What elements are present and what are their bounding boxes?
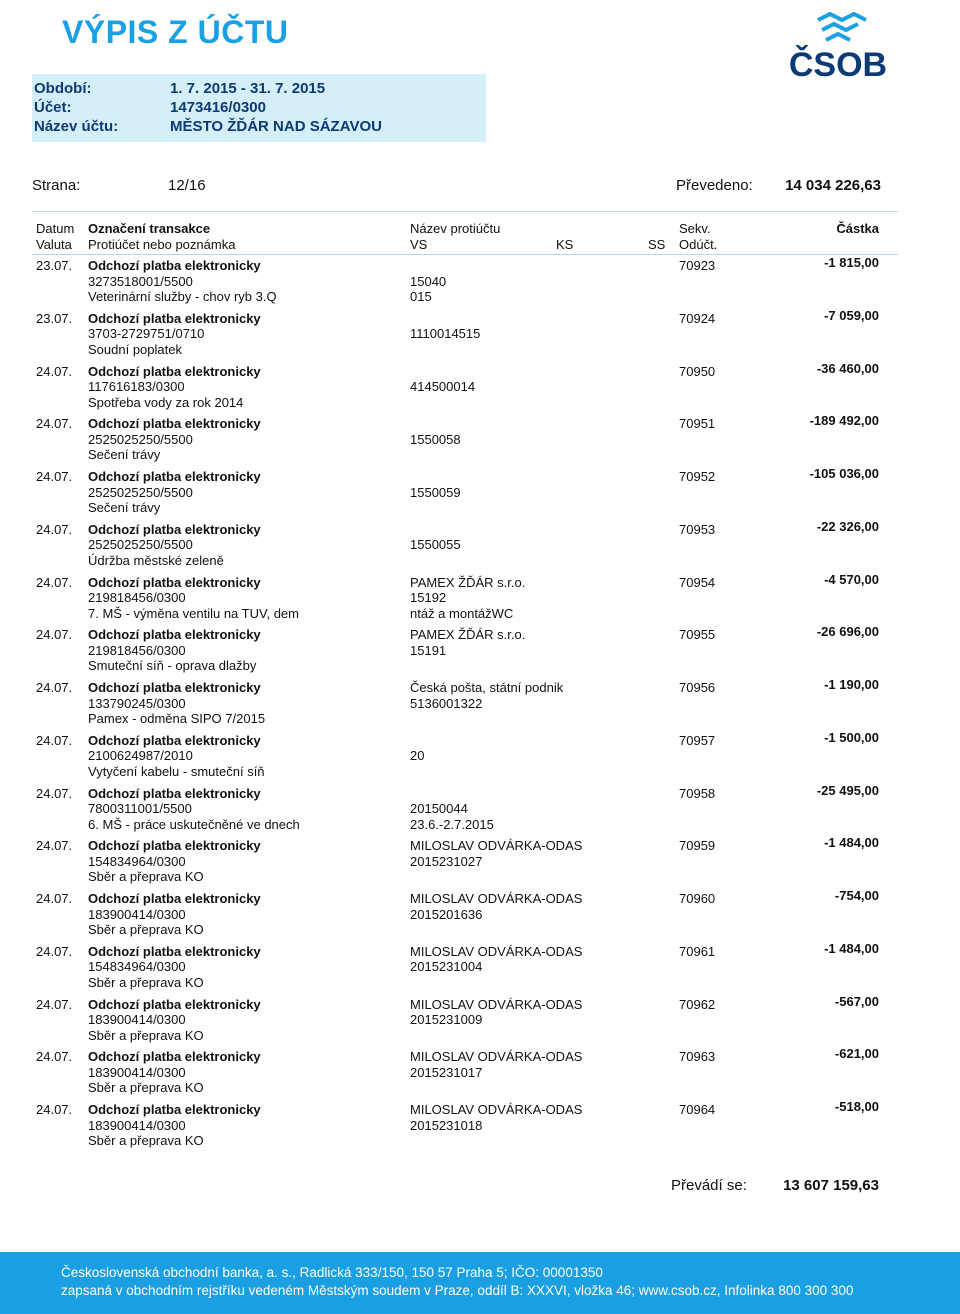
footer-line-2: zapsaná v obchodním rejstříku vedeném Městským soudem v Praze, oddíl B: XXXVI, vložka 46; www.csob.cz, Infolinka 800 300 300 [61, 1283, 854, 1298]
transaction-row [0, 940, 960, 996]
transferred-out-label: Převádí se: [671, 1177, 747, 1194]
tx-amount: -105 036,00 [809, 466, 879, 481]
tx-symbol: 15040 [410, 273, 447, 289]
tx-symbol: 2015231027 [410, 853, 483, 869]
tx-account: 183900414/0300 [88, 1012, 186, 1027]
tx-note: Sběr a přeprava KO [88, 922, 204, 937]
tx-amount: -22 326,00 [816, 518, 879, 534]
tx-symbol: 2015231018 [410, 1117, 483, 1133]
tx-sequence: 70961 [679, 943, 716, 959]
transaction-row [0, 677, 960, 732]
tx-account: 3703-2729751/0710 [88, 326, 205, 342]
info-value: MĚSTO ŽĎÁR NAD SÁZAVOU [170, 118, 382, 135]
tx-type: Odchozí platba elektronicky [88, 996, 261, 1012]
info-label: Název účtu: [34, 118, 119, 135]
tx-date: 23.07. [36, 310, 73, 326]
tx-sequence: 70955 [679, 627, 716, 643]
col-header-sekv: Sekv. [679, 221, 711, 236]
tx-date: 24.07. [36, 574, 73, 590]
tx-symbol: 15192 [410, 590, 447, 605]
tx-counterparty-name: PAMEX ŽĎÁR s.r.o. [410, 574, 526, 590]
csob-wave-logo-icon [788, 8, 888, 84]
tx-counterparty-name: Česká pošta, státní podnik [410, 680, 564, 695]
transaction-row [0, 518, 960, 574]
tx-sequence: 70962 [679, 996, 716, 1012]
tx-account: 3273518001/5500 [88, 273, 193, 289]
col-header-oznaceni: Označení transakce [88, 221, 211, 236]
tx-note: Sběr a přeprava KO [88, 1133, 204, 1148]
tx-note: Veterinární služby - chov ryb 3.Q [88, 289, 277, 304]
tx-account: 219818456/0300 [88, 590, 186, 605]
tx-type: Odchozí platba elektronicky [88, 943, 261, 959]
tx-account: 154834964/0300 [88, 959, 186, 975]
info-value: 1473416/0300 [170, 99, 266, 116]
transaction-row [0, 1099, 960, 1154]
tx-note: Sečení trávy [88, 500, 161, 515]
tx-counterparty-name: MILOSLAV ODVÁRKA-ODAS [410, 891, 583, 906]
tx-sequence: 70963 [679, 1049, 716, 1065]
tx-counterparty-name: MILOSLAV ODVÁRKA-ODAS [410, 943, 583, 959]
tx-account: 183900414/0300 [88, 906, 186, 922]
tx-date: 24.07. [36, 943, 73, 959]
tx-amount: -36 460,00 [816, 360, 879, 376]
tx-account: 2525025250/5500 [88, 431, 193, 447]
tx-symbol: 2015201636 [410, 906, 483, 922]
transferred-in-value: 14 034 226,63 [785, 177, 881, 194]
tx-type: Odchozí platba elektronicky [88, 310, 261, 326]
tx-type: Odchozí platba elektronicky [88, 732, 261, 748]
transaction-row [0, 888, 960, 943]
transaction-row [0, 993, 960, 1049]
svg-text:ČSOB: ČSOB [788, 46, 888, 84]
tx-date: 24.07. [36, 627, 73, 643]
tx-amount: -1 484,00 [824, 940, 879, 956]
tx-counterparty-name: MILOSLAV ODVÁRKA-ODAS [410, 996, 583, 1012]
bank-footer [0, 1252, 960, 1314]
tx-note: Sběr a přeprava KO [88, 1027, 204, 1043]
tx-date: 24.07. [36, 1102, 73, 1117]
col-header-datum: Datum [36, 221, 75, 236]
page-number: 12/16 [168, 177, 206, 194]
tx-date: 24.07. [36, 416, 73, 432]
tx-account: 219818456/0300 [88, 642, 186, 658]
tx-counterparty-name: MILOSLAV ODVÁRKA-ODAS [410, 1102, 583, 1117]
tx-symbol: 1550058 [410, 431, 461, 447]
tx-counterparty-name: MILOSLAV ODVÁRKA-ODAS [410, 838, 583, 854]
tx-note: Pamex - odměna SIPO 7/2015 [88, 711, 266, 726]
tx-symbol: 20150044 [410, 801, 468, 816]
transaction-row [0, 255, 960, 310]
tx-note: Sečení trávy [88, 447, 161, 463]
tx-account: 183900414/0300 [88, 1064, 186, 1080]
tx-symbol-2: 015 [410, 289, 432, 304]
tx-amount: -1 500,00 [824, 729, 879, 745]
tx-type: Odchozí platba elektronicky [88, 785, 261, 801]
tx-type: Odchozí platba elektronicky [88, 258, 261, 273]
tx-date: 24.07. [36, 1049, 73, 1065]
tx-type: Odchozí platba elektronicky [88, 416, 261, 432]
tx-sequence: 70964 [679, 1102, 716, 1117]
tx-amount: -1 815,00 [824, 255, 879, 270]
tx-note: 7. MŠ - výměna ventilu na TUV, dem [88, 605, 299, 621]
tx-symbol: 5136001322 [410, 695, 483, 711]
tx-sequence: 70953 [679, 521, 716, 537]
divider [32, 211, 898, 212]
tx-note: Údržba městské zeleně [88, 552, 224, 568]
tx-sequence: 70960 [679, 891, 716, 906]
tx-account: 117616183/0300 [88, 379, 185, 394]
tx-date: 24.07. [36, 732, 73, 748]
tx-type: Odchozí platba elektronicky [88, 1049, 261, 1065]
tx-account: 2525025250/5500 [88, 484, 193, 500]
tx-date: 24.07. [36, 785, 73, 801]
transaction-row [0, 413, 960, 468]
tx-account: 7800311001/5500 [88, 801, 192, 816]
tx-symbol: 15191 [410, 642, 447, 658]
tx-sequence: 70959 [679, 838, 716, 854]
tx-amount: -621,00 [834, 1046, 879, 1062]
tx-sequence: 70950 [679, 363, 716, 379]
tx-type: Odchozí platba elektronicky [88, 521, 261, 537]
tx-date: 24.07. [36, 363, 73, 379]
transaction-row [0, 624, 960, 679]
info-value: 1. 7. 2015 - 31. 7. 2015 [170, 80, 326, 97]
tx-symbol: 1550059 [410, 484, 461, 500]
col-header-valuta: Valuta [36, 237, 72, 252]
csob-logo [788, 8, 888, 84]
tx-amount: -1 190,00 [824, 677, 879, 692]
transaction-row [0, 835, 960, 890]
tx-note: Sběr a přeprava KO [88, 1080, 204, 1096]
tx-note: Spotřeba vody za rok 2014 [88, 394, 244, 410]
transaction-row [0, 466, 960, 521]
tx-account: 133790245/0300 [88, 695, 186, 711]
transaction-row [0, 307, 960, 363]
col-header-vs: VS [410, 237, 428, 252]
tx-sequence: 70923 [679, 258, 716, 273]
info-label: Období: [34, 80, 92, 97]
tx-amount: -518,00 [834, 1099, 879, 1114]
tx-date: 24.07. [36, 469, 73, 484]
tx-type: Odchozí platba elektronicky [88, 363, 261, 379]
document-title: VÝPIS Z ÚČTU [62, 14, 289, 50]
tx-sequence: 70924 [679, 310, 716, 326]
col-header-ss: SS [648, 237, 666, 252]
col-header-ks: KS [556, 237, 574, 252]
col-header-protiucet: Protiúčet nebo poznámka [88, 237, 236, 252]
tx-sequence: 70956 [679, 680, 716, 695]
tx-symbol: 2015231004 [410, 959, 483, 975]
tx-amount: -4 570,00 [824, 571, 879, 587]
tx-account: 154834964/0300 [88, 853, 186, 869]
divider [32, 254, 898, 255]
tx-type: Odchozí platba elektronicky [88, 574, 261, 590]
tx-note: Sběr a přeprava KO [88, 974, 204, 990]
tx-type: Odchozí platba elektronicky [88, 680, 261, 695]
tx-symbol: 2015231009 [410, 1012, 483, 1027]
tx-type: Odchozí platba elektronicky [88, 469, 261, 484]
tx-date: 23.07. [36, 258, 73, 273]
tx-counterparty-name: PAMEX ŽĎÁR s.r.o. [410, 627, 526, 643]
tx-note: Smuteční síň - oprava dlažby [88, 658, 257, 674]
transaction-row [0, 1046, 960, 1101]
tx-symbol: 20 [410, 748, 425, 764]
transaction-row [0, 571, 960, 627]
tx-symbol-2: 23.6.-2.7.2015 [410, 816, 494, 832]
tx-amount: -189 492,00 [809, 413, 879, 429]
tx-symbol-2: ntáž a montážWC [410, 605, 514, 621]
tx-note: Sběr a přeprava KO [88, 869, 204, 885]
tx-sequence: 70954 [679, 574, 716, 590]
tx-symbol: 2015231017 [410, 1064, 483, 1080]
tx-account: 2525025250/5500 [88, 537, 193, 553]
tx-type: Odchozí platba elektronicky [88, 1102, 261, 1117]
tx-note: Soudní poplatek [88, 341, 182, 357]
tx-sequence: 70957 [679, 732, 716, 748]
tx-amount: -1 484,00 [824, 835, 879, 851]
tx-type: Odchozí platba elektronicky [88, 627, 261, 643]
tx-amount: -7 059,00 [824, 307, 879, 323]
tx-sequence: 70951 [679, 416, 716, 432]
tx-account: 2100624987/2010 [88, 748, 193, 764]
col-header-nazev: Název protiúčtu [410, 221, 501, 236]
footer-line-1: Československá obchodní banka, a. s., Radlická 333/150, 150 57 Praha 5; IČO: 00001350 [61, 1265, 603, 1280]
transferred-out-value: 13 607 159,63 [783, 1177, 879, 1194]
tx-date: 24.07. [36, 680, 73, 695]
transaction-row [0, 360, 960, 416]
tx-symbol: 1550055 [410, 537, 461, 553]
col-header-castka: Částka [836, 221, 879, 236]
tx-amount: -567,00 [834, 993, 879, 1009]
tx-counterparty-name: MILOSLAV ODVÁRKA-ODAS [410, 1049, 583, 1065]
tx-date: 24.07. [36, 521, 73, 537]
transaction-row [0, 729, 960, 785]
transaction-row [0, 782, 960, 838]
tx-account: 183900414/0300 [88, 1117, 186, 1133]
tx-amount: -754,00 [834, 888, 879, 903]
tx-date: 24.07. [36, 891, 73, 906]
page-label: Strana: [32, 177, 81, 194]
tx-amount: -26 696,00 [816, 624, 879, 640]
tx-note: Vytyčení kabelu - smuteční síň [88, 763, 265, 779]
tx-sequence: 70958 [679, 785, 716, 801]
tx-date: 24.07. [36, 996, 73, 1012]
tx-note: 6. MŠ - práce uskutečněné ve dnech [88, 816, 300, 832]
transferred-in-label: Převedeno: [676, 177, 753, 194]
tx-amount: -25 495,00 [816, 782, 879, 798]
tx-symbol: 414500014 [410, 379, 476, 394]
tx-type: Odchozí platba elektronicky [88, 838, 261, 854]
tx-sequence: 70952 [679, 469, 716, 484]
tx-symbol: 1110014515 [410, 326, 481, 342]
tx-date: 24.07. [36, 838, 73, 854]
info-label: Účet: [34, 99, 72, 116]
col-header-oducet: Odúčt. [679, 237, 718, 252]
tx-type: Odchozí platba elektronicky [88, 891, 261, 906]
